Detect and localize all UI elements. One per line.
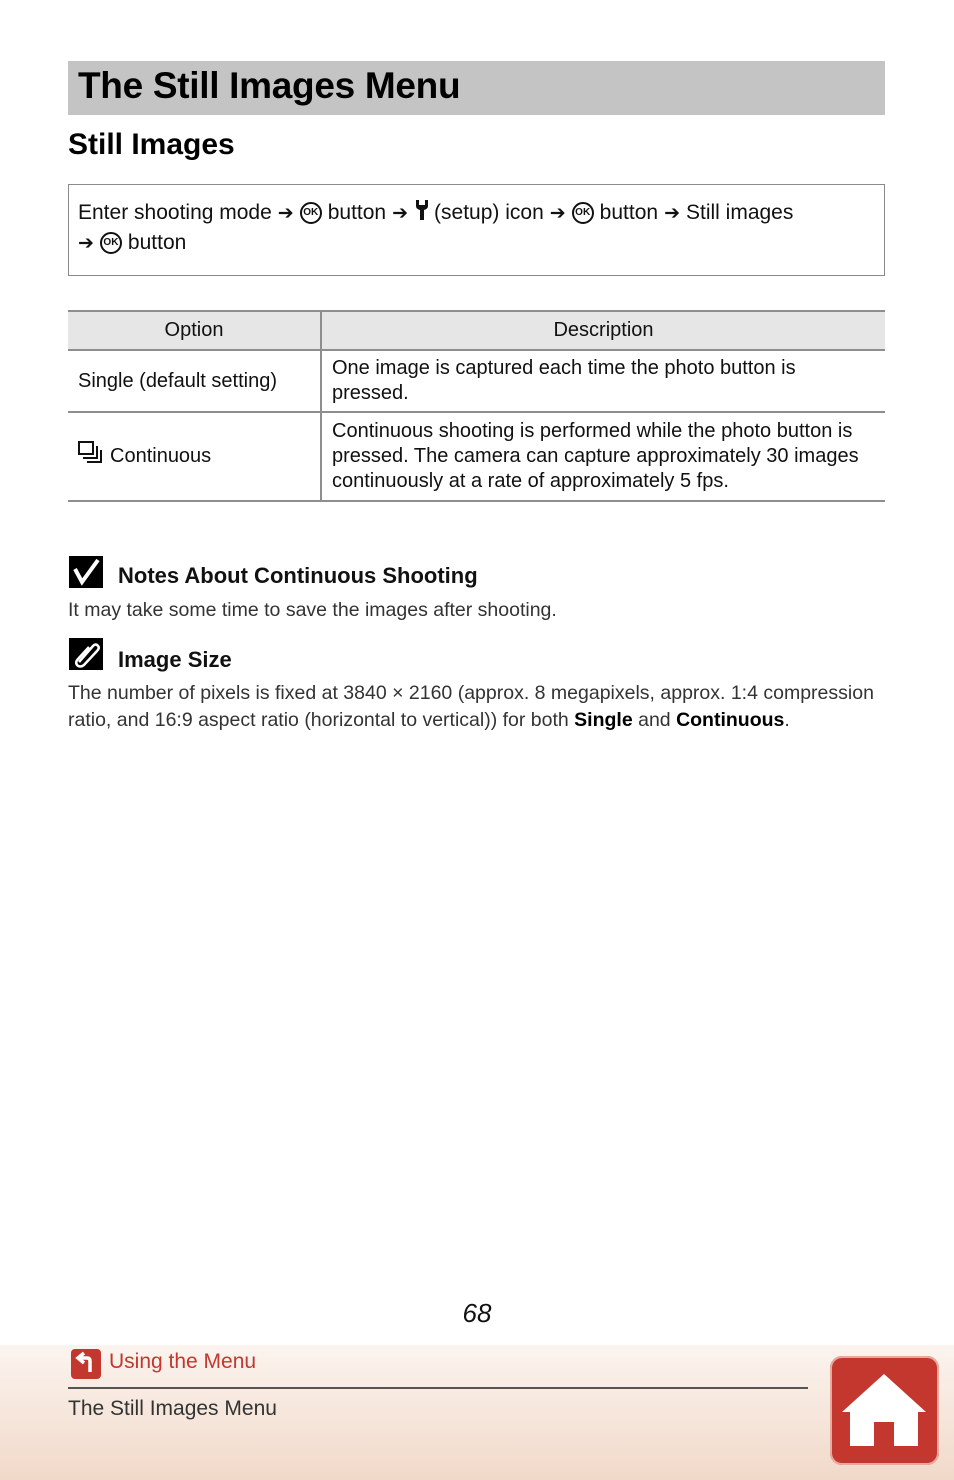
note-title-continuous: Notes About Continuous Shooting <box>118 563 478 588</box>
arrow-right-icon: ➔ <box>664 202 680 224</box>
paperclip-note-icon <box>69 638 103 670</box>
note-text-segment: . <box>784 709 790 731</box>
page-title-bar <box>68 61 885 115</box>
procedure-line-1 <box>78 199 799 227</box>
description-cell: One image is captured each time the photo button is pressed. <box>321 350 885 412</box>
arrow-right-icon: ➔ <box>78 232 94 254</box>
option-label: Continuous <box>110 444 212 467</box>
procedure-box <box>68 184 885 276</box>
section-heading: Still Images <box>68 128 235 161</box>
note-text-continuous: It may take some time to save the images after shooting. <box>68 599 557 621</box>
procedure-step-text: button <box>327 201 387 224</box>
column-header-option: Option <box>68 311 321 350</box>
note-text-image-size <box>68 680 888 734</box>
arrow-right-icon: ➔ <box>277 202 294 224</box>
ok-button-icon: OK <box>300 202 322 224</box>
note-text-segment: and <box>632 709 677 731</box>
table-row <box>68 350 885 412</box>
home-button[interactable] <box>830 1356 939 1465</box>
breadcrumb: The Still Images Menu <box>68 1397 277 1420</box>
back-arrow-icon[interactable] <box>71 1349 101 1379</box>
procedure-step-text: button <box>127 231 187 254</box>
home-icon <box>830 1356 939 1465</box>
continuous-mode-icon <box>78 441 104 472</box>
note-text-segment: The number of pixels is fixed at 3840 × 2160 (approx. 8 megapixels, approx. 1:4 compression ratio, and 16:9 aspect ratio (horizontal to vertical)) for both <box>68 682 874 731</box>
emphasis-continuous: Continuous <box>676 709 785 731</box>
option-cell: Single (default setting) <box>68 350 321 412</box>
table-header-row <box>68 311 885 350</box>
using-the-menu-link[interactable]: Using the Menu <box>109 1350 257 1373</box>
ok-button-icon: OK <box>100 232 122 254</box>
note-title-image-size: Image Size <box>118 647 232 672</box>
options-table <box>68 310 885 502</box>
emphasis-single: Single <box>574 709 633 731</box>
procedure-step-text: button <box>599 201 659 224</box>
description-cell: Continuous shooting is performed while the photo button is pressed. The camera can capture approximately 30 images continuously at a rate of approximately 5 fps. <box>321 412 885 501</box>
table-row <box>68 412 885 501</box>
arrow-right-icon: ➔ <box>392 202 409 224</box>
procedure-line-2 <box>78 231 192 255</box>
wrench-setup-icon <box>414 199 430 227</box>
procedure-step-text: Enter shooting mode <box>78 201 272 224</box>
page-title: The Still Images Menu <box>78 65 461 106</box>
procedure-step-text: Still images <box>685 201 794 224</box>
ok-button-icon: OK <box>572 202 594 224</box>
page-number: 68 <box>462 1298 492 1328</box>
procedure-step-text: (setup) icon <box>434 201 544 224</box>
footer-divider <box>68 1387 808 1389</box>
column-header-description: Description <box>321 311 885 350</box>
option-cell <box>68 412 321 501</box>
checkmark-note-icon <box>69 556 103 588</box>
arrow-right-icon: ➔ <box>549 202 566 224</box>
